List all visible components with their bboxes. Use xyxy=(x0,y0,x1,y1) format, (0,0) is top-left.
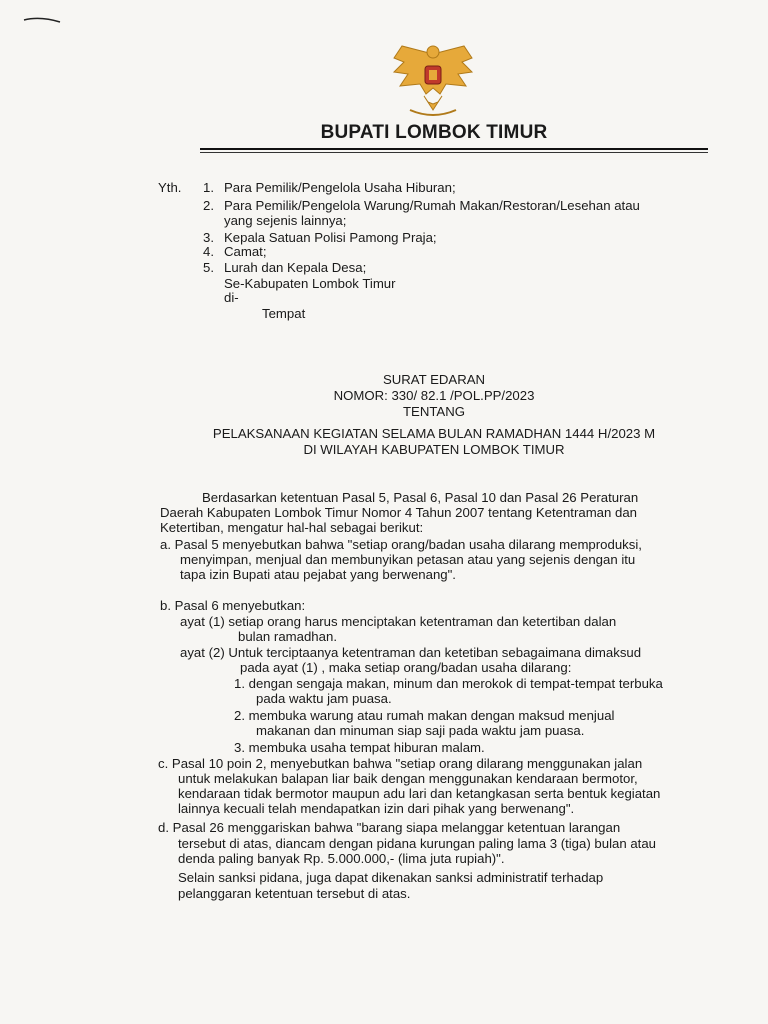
recipient-3: Kepala Satuan Polisi Pamong Praja; xyxy=(224,230,437,245)
point-a-line-1: a. Pasal 5 menyebutkan bahwa "setiap orang/badan usaha dilarang memproduksi, xyxy=(160,537,642,552)
doc-number: NOMOR: 330/ 82.1 /POL.PP/2023 xyxy=(333,388,535,403)
intro-line-3: Ketertiban, mengatur hal-hal sebagai berikut: xyxy=(160,520,424,535)
point-b-list-1-line-1: 1. dengan sengaja makan, minum dan merokok di tempat-tempat terbuka xyxy=(234,676,663,691)
point-b-list-1-line-2: pada waktu jam puasa. xyxy=(256,691,392,706)
point-b-title: b. Pasal 6 menyebutkan: xyxy=(160,598,306,613)
point-b-ayat1-line-1: ayat (1) setiap orang harus menciptakan ketentraman dan ketertiban dalan xyxy=(180,614,617,629)
point-c-line-1: c. Pasal 10 poin 2, menyebutkan bahwa "setiap orang dilarang menggunakan jalan xyxy=(158,756,643,771)
recipient-tempat: Tempat xyxy=(262,306,306,321)
point-b-ayat2-line-2: pada ayat (1) , maka setiap orang/badan usaha dilarang: xyxy=(240,660,572,675)
intro-line-2: Daerah Kabupaten Lombok Timur Nomor 4 Tahun 2007 tentang Ketentraman dan xyxy=(160,505,638,520)
point-b-list-3: 3. membuka usaha tempat hiburan malam. xyxy=(234,740,485,755)
recipient-num-1: 1. xyxy=(203,180,214,195)
point-c-line-4: lainnya kecuali telah mendapatkan izin dari pihak yang berwenang". xyxy=(178,801,575,816)
recipient-di: di- xyxy=(224,290,239,305)
point-d-line-4: Selain sanksi pidana, juga dapat dikenakan sanksi administratif terhadap xyxy=(178,870,604,885)
letterhead-rule xyxy=(200,148,708,150)
point-b-list-2-line-1: 2. membuka warung atau rumah makan dengan maksud menjual xyxy=(234,708,615,723)
scan-mark xyxy=(22,14,62,24)
intro-line-1: Berdasarkan ketentuan Pasal 5, Pasal 6, Pasal 10 dan Pasal 26 Peraturan xyxy=(202,490,639,505)
garuda-emblem-icon xyxy=(388,40,478,122)
letterhead-title: BUPATI LOMBOK TIMUR xyxy=(320,122,548,143)
recipient-4: Camat; xyxy=(224,244,267,259)
recipient-num-2: 2. xyxy=(203,198,214,213)
doc-subject-2: DI WILAYAH KABUPATEN LOMBOK TIMUR xyxy=(303,442,565,457)
point-b-ayat2-line-1: ayat (2) Untuk terciptaanya ketentraman dan ketetiban sebagaimana dimaksud xyxy=(180,645,642,660)
point-a-line-2: menyimpan, menjual dan membunyikan petasan atau yang sejenis dengan itu xyxy=(180,552,636,567)
yth-label: Yth. xyxy=(158,180,182,195)
recipient-num-5: 5. xyxy=(203,260,214,275)
recipient-5: Lurah dan Kepala Desa; xyxy=(224,260,367,275)
point-d-line-3: denda paling banyak Rp. 5.000.000,- (lima juta rupiah)". xyxy=(178,851,505,866)
point-d-line-2: tersebut di atas, diancam dengan pidana kurungan paling lama 3 (tiga) bulan atau xyxy=(178,836,657,851)
point-b-list-2-line-2: makanan dan minuman siap saji pada waktu jam puasa. xyxy=(256,723,585,738)
recipient-num-4: 4. xyxy=(203,244,214,259)
point-c-line-3: kendaraan tidak bermotor maupun adu lari dan ketangkasan serta bentuk kegiatan xyxy=(178,786,661,801)
point-d-line-1: d. Pasal 26 menggariskan bahwa "barang siapa melanggar ketentuan larangan xyxy=(158,820,621,835)
recipient-num-3: 3. xyxy=(203,230,214,245)
point-d-line-5: pelanggaran ketentuan tersebut di atas. xyxy=(178,886,411,901)
point-b-ayat1-line-2: bulan ramadhan. xyxy=(238,629,337,644)
recipient-1: Para Pemilik/Pengelola Usaha Hiburan; xyxy=(224,180,456,195)
point-c-line-2: untuk melakukan balapan liar baik dengan menggunakan kendaraan bermotor, xyxy=(178,771,638,786)
doc-subject-1: PELAKSANAAN KEGIATAN SELAMA BULAN RAMADHAN 1444 H/2023 M xyxy=(212,426,656,441)
recipient-2: Para Pemilik/Pengelola Warung/Rumah Makan/Restoran/Lesehan atau xyxy=(224,198,640,213)
letterhead-rule-thin xyxy=(200,152,708,153)
doc-type: SURAT EDARAN xyxy=(382,372,486,387)
recipient-2-cont: yang sejenis lainnya; xyxy=(224,213,347,228)
point-a-line-3: tapa izin Bupati atau pejabat yang berwenang". xyxy=(180,567,456,582)
recipient-area: Se-Kabupaten Lombok Timur xyxy=(224,276,396,291)
doc-tentang: TENTANG xyxy=(402,404,466,419)
